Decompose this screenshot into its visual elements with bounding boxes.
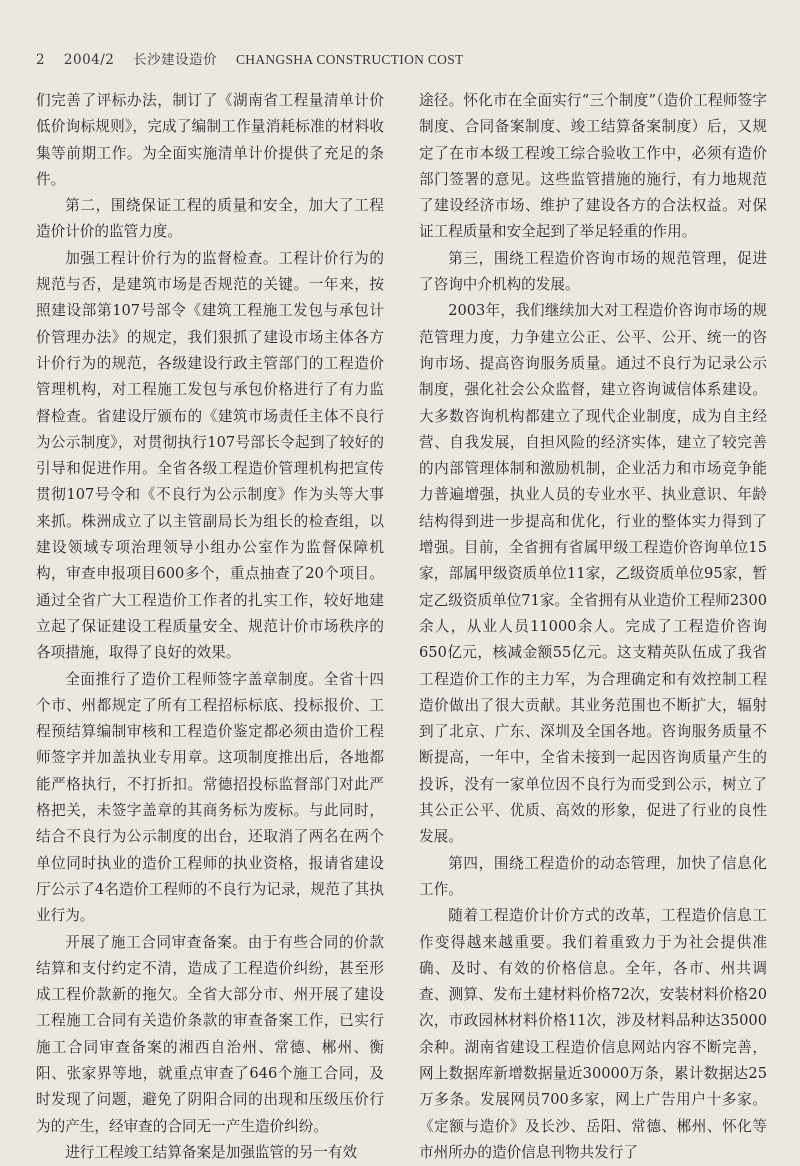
section-heading: 第二，围绕保证工程的质量和安全，加大了工程造价计价的监管力度。: [36, 197, 384, 241]
journal-title-en: CHANGSHA CONSTRUCTION COST: [235, 52, 464, 67]
section-heading: 第三，围绕工程造价咨询市场的规范管理，促进了咨询中介机构的发展。: [419, 249, 767, 294]
paragraph: 开展了施工合同审查备案。由于有些合同的价款结算和支付约定不清，造成了工程造价纠纷，甚至形成工程价款新的拖欠。全省大部分市、州开展了建设工程施工合同有关造价条款的审查备案工作，已实行施工合同审查备案的湘西自治州、常德、郴州、衡阳、张家界等地，就重点审查了646个施工合同，及时发现了问题，避免了阴阳合同的出现和压级压价行为的产生，经审查的合同无一产生造价纠纷。: [36, 933, 384, 1135]
journal-title-cn: 长沙建设造价: [133, 52, 218, 68]
paragraph: 们完善了评标办法，制订了《湖南省工程量清单计价低价询标规则》，完成了编制工作量消耗标准的材料收集等前期工作。为全面实施清单计价提供了充足的条件。: [36, 92, 384, 188]
paragraph: 2003年，我们继续加大对工程造价咨询市场的规范管理力度，力争建立公正、公平、公开、统一的咨询市场、提高咨询服务质量。通过不良行为记录公示制度，强化社会公众监督，建立咨询诚信体系建设。大多数咨询机构都建立了现代企业制度，成为自主经营、自我发展，自担风险的经济实体，建立了较完善的内部管理体制和激励机制，企业活力和市场竞争能力普遍增强，执业人员的专业水平、执业意识、年龄结构得到进一步提高和优化，行业的整体实力得到了增强。目前，全省拥有省属甲级工程造价咨询单位15家，部属甲级资质单位11家，乙级资质单位95家，暂定乙级资质单位71家。全省拥有从业造价工程师2300余人，从业人员11000余人。完成了工程造价咨询650亿元，核减金额55亿元。这支精英队伍成了我省工程造价工作的主力军，为合理确定和有效控制工程造价做出了很大贡献。其业务范围也不断扩大，辐射到了北京、广东、深圳及全国各地。咨询服务质量不断提高，一年中，全省未接到一起因咨询质量产生的投诉，没有一家单位因不良行为而受到公示，树立了其公正公平、优质、高效的形象，促进了行业的良性发展。: [419, 302, 767, 846]
paragraph: 加强工程计价行为的监督检查。工程计价行为的规范与否，是建筑市场是否规范的关键。一年来，按照建设部第107号部令《建筑工程施工发包与承包计价管理办法》的规定，我们狠抓了建设市场主体各方计价行为的规范，各级建设行政主管部门的工程造价管理机构，对工程施工发包与承包价格进行了有力监督检查。省建设厅颁布的《建筑市场责任主体不良行为公示制度》，对贯彻执行107号部长令起到了较好的引导和促进作用。全省各级工程造价管理机构把宣传贯彻107号令和《不良行为公示制度》作为头等大事来抓。株洲成立了以主管副局长为组长的检查组，以建设领域专项治理领导小组办公室作为监督保障机构，审查申报项目600多个，重点抽查了20个项目。通过全省广大工程造价工作者的扎实工作，较好地建立起了保证建设工程质量安全、规范计价市场秩序的各项措施，取得了良好的效果。: [36, 249, 384, 662]
section-heading: 第四，围绕工程造价的动态管理，加快了信息化工作。: [419, 854, 767, 898]
issue-number: 2004/2: [63, 52, 115, 68]
paragraph: 进行工程竣工结算备案是加强监管的另一有效: [65, 1143, 358, 1161]
paragraph: 随着工程造价计价方式的改革，工程造价信息工作变得越来越重要。我们着重致力于为社会提供准确、及时、有效的价格信息。全年，各市、州共调查、测算、发布土建材料价格72次，安装材料价格20次，市政园林材料价格11次，涉及材料品种达35000余种。湖南省建设工程造价信息网站内容不断完善，网上数据库新增数据量近30000万条，累计数据达25万多条。发展网员700多家，网上广告用户十多家。《定额与造价》及长沙、岳阳、常德、郴州、怀化等市州所办的造价信息刊物共发行了: [419, 907, 767, 1161]
page-number: 2: [36, 52, 46, 68]
right-column: [419, 88, 767, 1166]
left-column: [36, 88, 384, 1166]
paragraph: 全面推行了造价工程师签字盖章制度。全省十四个市、州都规定了所有工程招标标底、投标报价、工程预结算编制审核和工程造价鉴定都必须由造价工程师签字并加盖执业专用章。这项制度推出后，各地都能严格执行，不打折扣。常德招投标监督部门对此严格把关，未签字盖章的其商务标为废标。与此同时，结合不良行为公示制度的出台，还取消了两名在两个单位同时执业的造价工程师的执业资格，报请省建设厅公示了4名造价工程师的不良行为记录，规范了其执业行为。: [36, 670, 384, 925]
running-header: [36, 48, 766, 68]
paragraph: 途径。怀化市在全面实行“三个制度”（造价工程师签字制度、合同备案制度、竣工结算备案制度）后，又规定了在市本级工程竣工综合验收工作中，必须有造价部门签署的意见。这些监管措施的施行，有力地规范了建设经济市场、维护了建设各方的合法权益。对保证工程质量和安全起到了举足轻重的作用。: [419, 92, 767, 241]
